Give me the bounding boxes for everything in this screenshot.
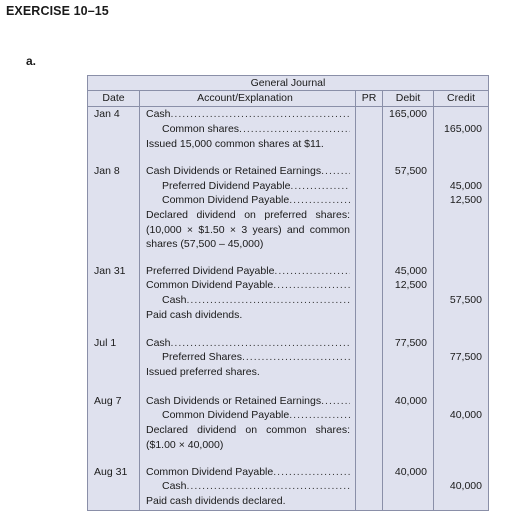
credit-amount: 77,500 — [449, 351, 482, 363]
debit-amount: 77,500 — [394, 337, 427, 349]
account-line: Cash ..... — [162, 479, 350, 494]
account-line: Cash ..... — [146, 107, 350, 122]
journal-entry — [88, 336, 488, 386]
header-pr: PR — [361, 92, 377, 104]
account-line: Cash Dividends or Retained Earnings ..... — [146, 394, 350, 409]
account-line: Common Dividend Payable ..... — [162, 408, 350, 423]
journal-entry — [88, 264, 488, 329]
debit-amount: 57,500 — [394, 165, 427, 177]
exercise-title: EXERCISE 10–15 — [6, 4, 109, 18]
header-account: Account/Explanation — [197, 92, 293, 104]
account-line: Common shares ..... — [162, 122, 350, 137]
entry-date: Jul 1 — [94, 337, 117, 349]
credit-amount: 57,500 — [449, 294, 482, 306]
credit-amount: 45,000 — [449, 180, 482, 192]
entry-date: Jan 4 — [94, 108, 120, 120]
entry-date: Aug 31 — [94, 466, 128, 478]
journal-entry — [88, 107, 488, 157]
account-line: Preferred Dividend Payable ..... — [146, 264, 350, 279]
account-line: Cash ..... — [146, 336, 350, 351]
account-line: Preferred Shares ..... — [162, 350, 350, 365]
entry-explanation: Paid cash dividends. — [146, 309, 243, 321]
credit-amount: 12,500 — [449, 194, 482, 206]
account-line: Common Dividend Payable ..... — [162, 193, 350, 208]
credit-amount: 40,000 — [449, 480, 482, 492]
debit-amount: 12,500 — [394, 279, 427, 291]
debit-amount: 40,000 — [394, 395, 427, 407]
account-line: Cash ..... — [162, 293, 350, 308]
journal-header-row — [88, 90, 488, 107]
journal-title: General Journal — [250, 77, 326, 89]
debit-amount: 45,000 — [394, 265, 427, 277]
entry-date: Jan 31 — [94, 265, 126, 277]
entry-explanation: Issued 15,000 common shares at $11. — [146, 138, 324, 150]
credit-amount: 40,000 — [449, 409, 482, 421]
header-date: Date — [102, 92, 125, 104]
journal-entry — [88, 465, 488, 510]
entry-date: Jan 8 — [94, 165, 120, 177]
entry-explanation: Declared dividend on preferred shares: (10,000 × $1.50 × 3 years) and common shares (57,500 – 45,000) — [146, 209, 350, 250]
journal-entry — [88, 164, 488, 254]
entry-explanation: Declared dividend on common shares: ($1.00 × 40,000) — [146, 424, 350, 451]
header-debit: Debit — [395, 92, 421, 104]
account-line: Common Dividend Payable ..... — [146, 278, 350, 293]
debit-amount: 165,000 — [389, 108, 427, 120]
credit-amount: 165,000 — [444, 123, 482, 135]
journal-entry — [88, 394, 488, 459]
general-journal-table — [87, 75, 489, 511]
entry-explanation: Issued preferred shares. — [146, 366, 260, 378]
entry-explanation: Paid cash dividends declared. — [146, 495, 286, 507]
header-credit: Credit — [446, 92, 475, 104]
account-line: Cash Dividends or Retained Earnings ..... — [146, 164, 350, 179]
entry-date: Aug 7 — [94, 395, 122, 407]
account-line: Common Dividend Payable ..... — [146, 465, 350, 480]
part-label: a. — [26, 54, 37, 68]
account-line: Preferred Dividend Payable ..... — [162, 179, 350, 194]
debit-amount: 40,000 — [394, 466, 427, 478]
